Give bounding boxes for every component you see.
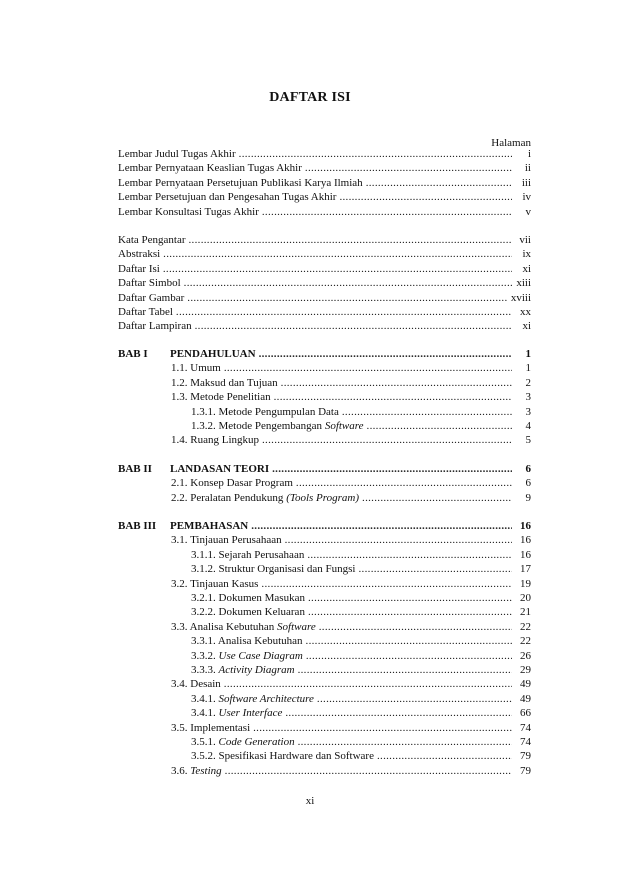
dot-leader xyxy=(359,562,513,576)
dot-leader xyxy=(274,390,512,404)
dot-leader xyxy=(298,735,512,749)
entry-page: xviii xyxy=(510,291,531,304)
entry-text: Peralatan Pendukung xyxy=(190,491,287,504)
dot-leader xyxy=(317,692,512,706)
entry-text: Konsep Dasar Program xyxy=(190,477,293,490)
entry-number: 1.4. xyxy=(171,434,188,447)
entry-label xyxy=(118,347,256,361)
entry-label xyxy=(191,706,282,720)
entry-page: 2 xyxy=(525,376,531,389)
entry-text: Sejarah Perusahaan xyxy=(218,548,305,561)
entry-number: 3.1.1. xyxy=(191,548,216,561)
entry-number: 1.3. xyxy=(171,391,188,404)
entry-label xyxy=(191,735,295,749)
entry-label xyxy=(191,405,339,419)
entry-number: 3.2.2. xyxy=(191,606,216,619)
entry-text: Analisa Kebutuhan xyxy=(217,635,303,648)
entry-number: 3.3.2. xyxy=(191,649,216,662)
entry-label xyxy=(118,205,259,219)
toc-entry xyxy=(118,305,531,319)
entry-text: Lembar Pernyataan Persetujuan Publikasi Karya Ilmiah xyxy=(118,176,363,189)
toc-entry xyxy=(171,390,531,404)
entry-label xyxy=(191,663,295,677)
dot-leader xyxy=(225,764,512,778)
dot-leader xyxy=(253,721,512,735)
toc-entry xyxy=(191,649,531,663)
dot-leader xyxy=(377,749,512,763)
entry-number: BAB II xyxy=(118,463,152,475)
entry-text: Abstraksi xyxy=(118,248,161,261)
toc-entry xyxy=(118,291,531,305)
entry-label xyxy=(171,390,271,404)
entry-page: 20 xyxy=(520,592,531,604)
entry-page: 29 xyxy=(520,664,531,676)
entry-text-italic: Testing xyxy=(190,764,222,777)
entry-label xyxy=(118,176,363,190)
toc-entry xyxy=(118,190,531,204)
entry-text: Umum xyxy=(190,362,221,375)
entry-text: Tinjauan Perusahaan xyxy=(190,534,282,547)
entry-page: xi xyxy=(522,320,531,333)
entry-label xyxy=(191,692,314,706)
entry-label xyxy=(191,649,303,663)
page-number: xi xyxy=(305,795,315,807)
entry-text: Daftar Tabel xyxy=(118,306,173,318)
dot-leader xyxy=(189,233,513,247)
entry-number: 3.2.1. xyxy=(191,592,216,604)
entry-label xyxy=(171,677,221,691)
entry-page: vii xyxy=(519,234,531,246)
entry-number: 3.6. xyxy=(171,764,188,777)
entry-page: 6 xyxy=(525,463,531,475)
entry-label xyxy=(171,433,259,447)
dot-leader xyxy=(195,319,512,333)
entry-label xyxy=(118,462,269,476)
entry-number: 3.4.1. xyxy=(191,692,216,705)
entry-text-italic: Use Case Diagram xyxy=(218,649,303,662)
entry-number: 3.4.1. xyxy=(191,707,216,720)
toc-entry xyxy=(171,764,531,778)
entry-page: ii xyxy=(524,162,531,175)
entry-label xyxy=(171,376,278,390)
entry-text-italic: (Tools Program) xyxy=(286,491,360,504)
dot-leader xyxy=(362,491,512,505)
entry-label xyxy=(171,620,316,634)
entry-label xyxy=(191,749,374,763)
dot-leader xyxy=(239,147,512,161)
dot-leader xyxy=(305,161,512,175)
toc-entry xyxy=(191,419,531,433)
dot-leader xyxy=(262,433,512,447)
toc-entry xyxy=(191,663,531,677)
entry-page: 16 xyxy=(520,520,531,532)
dot-leader xyxy=(262,205,512,219)
entry-page: 1 xyxy=(525,348,531,360)
dot-leader xyxy=(184,276,512,290)
entry-label xyxy=(191,634,303,648)
entry-text: Metode Pengembangan xyxy=(218,420,325,432)
entry-page: i xyxy=(527,148,531,160)
dot-leader xyxy=(272,462,512,476)
dot-leader xyxy=(307,548,512,562)
dot-leader xyxy=(367,419,512,433)
entry-text: Lembar Konsultasi Tugas Akhir xyxy=(118,205,259,218)
entry-page: xi xyxy=(522,262,531,275)
entry-label xyxy=(171,361,221,375)
entry-text: Dokumen Masukan xyxy=(218,592,305,604)
toc-entry xyxy=(118,147,531,161)
entry-label xyxy=(171,764,222,778)
toc-entry xyxy=(191,591,531,605)
dot-leader xyxy=(224,677,512,691)
entry-text: Lembar Pernyataan Keaslian Tugas Akhir xyxy=(118,162,302,175)
entry-number: 3.3. xyxy=(171,620,188,633)
entry-text-italic: Code Generation xyxy=(218,736,295,748)
entry-label xyxy=(191,591,305,605)
entry-number: 3.5.1. xyxy=(191,736,216,748)
toc-entry xyxy=(171,491,531,505)
entry-number: 3.2. xyxy=(171,577,188,590)
entry-text-italic: Software Architecture xyxy=(218,692,314,705)
entry-number: BAB III xyxy=(118,520,157,532)
entry-number: 3.3.3. xyxy=(191,664,216,676)
entry-label xyxy=(118,262,160,276)
entry-page: 79 xyxy=(520,764,531,777)
entry-page: 22 xyxy=(520,620,531,633)
dot-leader xyxy=(224,361,512,375)
entry-page: ix xyxy=(522,248,531,261)
entry-page: 26 xyxy=(520,649,531,662)
entry-number: BAB I xyxy=(118,348,148,360)
toc-entry xyxy=(118,176,531,190)
entry-number: 2.1. xyxy=(171,477,188,490)
toc-entry xyxy=(191,548,531,562)
entry-number: 1.2. xyxy=(171,376,188,389)
toc-entry xyxy=(191,605,531,619)
toc-entry xyxy=(118,262,531,276)
entry-label xyxy=(171,721,250,735)
entry-label xyxy=(191,562,356,576)
entry-label xyxy=(118,291,184,305)
entry-label xyxy=(191,548,304,562)
toc-entry xyxy=(118,233,531,247)
entry-text: Daftar Lampiran xyxy=(118,320,192,333)
entry-text: Lembar Persetujuan dan Pengesahan Tugas Akhir xyxy=(118,191,337,204)
entry-label xyxy=(118,276,181,290)
entry-text: Tinjauan Kasus xyxy=(190,577,259,590)
dot-leader xyxy=(308,591,512,605)
toc-entry xyxy=(118,276,531,290)
entry-page: 5 xyxy=(525,434,531,447)
entry-page: 74 xyxy=(520,736,531,748)
toc-entry xyxy=(118,205,531,219)
entry-page: 49 xyxy=(520,678,531,691)
entry-number: 3.5.2. xyxy=(191,750,216,763)
entry-page: 74 xyxy=(520,721,531,734)
entry-text: Dokumen Keluaran xyxy=(218,606,305,619)
entry-label xyxy=(118,147,236,161)
toc-entry xyxy=(171,677,531,691)
entry-text: Struktur Organisasi dan Fungsi xyxy=(218,563,356,576)
toc-entry xyxy=(118,319,531,333)
toc-entry xyxy=(171,361,531,375)
halaman-label: Halaman xyxy=(491,137,531,149)
toc-entry xyxy=(171,620,531,634)
dot-leader xyxy=(342,405,512,419)
toc-entry xyxy=(191,562,531,576)
entry-label xyxy=(118,190,336,204)
dot-leader xyxy=(285,706,512,720)
toc-entry xyxy=(191,749,531,763)
entry-text: Metode Pengumpulan Data xyxy=(218,405,339,418)
entry-page: 21 xyxy=(520,606,531,619)
entry-text: Lembar Judul Tugas Akhir xyxy=(118,148,236,160)
entry-label xyxy=(118,319,192,333)
entry-text: Implementasi xyxy=(190,721,251,734)
entry-text: Daftar Simbol xyxy=(118,277,181,290)
toc-entry xyxy=(191,692,531,706)
chapter-heading xyxy=(118,462,531,476)
entry-page: 4 xyxy=(525,420,531,432)
entry-text-italic: User Interface xyxy=(218,707,283,720)
page-title: DAFTAR ISI xyxy=(269,90,351,105)
entry-page: 19 xyxy=(520,577,531,590)
dot-leader xyxy=(308,605,512,619)
entry-label xyxy=(171,476,293,490)
dot-leader xyxy=(176,305,512,319)
entry-label xyxy=(118,519,248,533)
entry-page: 22 xyxy=(520,635,531,648)
dot-leader xyxy=(339,190,512,204)
toc-entry xyxy=(171,376,531,390)
dot-leader xyxy=(306,649,512,663)
entry-number: 1.1. xyxy=(171,362,188,375)
entry-page: 16 xyxy=(520,534,531,547)
entry-label xyxy=(171,577,258,591)
toc-entry xyxy=(171,476,531,490)
entry-label xyxy=(118,233,186,247)
entry-text: Analisa Kebutuhan xyxy=(189,620,278,633)
dot-leader xyxy=(298,663,512,677)
entry-text: Maksud dan Tujuan xyxy=(190,376,278,389)
dot-leader xyxy=(285,533,512,547)
dot-leader xyxy=(281,376,512,390)
entry-text: LANDASAN TEORI xyxy=(170,463,270,475)
entry-text-italic: Activity Diagram xyxy=(218,664,295,676)
entry-page: 49 xyxy=(520,692,531,705)
entry-text-italic: Software xyxy=(324,420,364,432)
dot-leader xyxy=(366,176,512,190)
toc-entry xyxy=(191,706,531,720)
entry-page: 1 xyxy=(525,362,531,375)
entry-page: 9 xyxy=(525,491,531,504)
dot-leader xyxy=(306,634,512,648)
entry-page: 66 xyxy=(520,707,531,720)
entry-text: PENDAHULUAN xyxy=(170,348,256,360)
entry-text: Kata Pengantar xyxy=(118,234,186,246)
dot-leader xyxy=(163,247,512,261)
entry-number: 1.3.1. xyxy=(191,405,216,418)
toc-entry xyxy=(118,247,531,261)
dot-leader xyxy=(319,620,512,634)
toc-entry xyxy=(191,634,531,648)
entry-number: 1.3.2. xyxy=(191,420,216,432)
entry-label xyxy=(118,161,302,175)
toc-entry xyxy=(191,405,531,419)
chapter-heading xyxy=(118,519,531,533)
dot-leader xyxy=(261,577,512,591)
entry-label xyxy=(191,419,364,433)
entry-page: 17 xyxy=(520,563,531,576)
entry-text-italic: Software xyxy=(277,620,316,633)
entry-label xyxy=(118,247,160,261)
entry-page: 3 xyxy=(525,405,531,418)
entry-page: iii xyxy=(521,176,531,189)
dot-leader xyxy=(251,519,512,533)
entry-page: 79 xyxy=(520,750,531,763)
entry-page: 16 xyxy=(520,548,531,561)
toc-entry xyxy=(171,533,531,547)
chapter-heading xyxy=(118,347,531,361)
entry-number: 3.4. xyxy=(171,678,188,691)
dot-leader xyxy=(187,291,508,305)
entry-label xyxy=(171,491,359,505)
entry-number: 3.3.1. xyxy=(191,635,216,648)
dot-leader xyxy=(259,347,512,361)
entry-page: v xyxy=(525,205,531,218)
entry-number: 3.5. xyxy=(171,721,188,734)
toc-entry xyxy=(171,433,531,447)
toc-entry xyxy=(171,721,531,735)
entry-text: PEMBAHASAN xyxy=(170,520,249,532)
dot-leader xyxy=(163,262,512,276)
entry-text: Metode Penelitian xyxy=(190,391,271,404)
entry-text: Desain xyxy=(190,678,221,691)
entry-page: iv xyxy=(522,191,531,204)
entry-number: 3.1.2. xyxy=(191,563,216,576)
toc-entry xyxy=(171,577,531,591)
entry-label xyxy=(118,305,173,319)
entry-text: Daftar Isi xyxy=(118,262,160,275)
entry-number: 3.1. xyxy=(171,534,188,547)
dot-leader xyxy=(296,476,512,490)
entry-page: xx xyxy=(520,306,531,318)
toc-entry xyxy=(191,735,531,749)
entry-text: Ruang Lingkup xyxy=(190,434,259,447)
entry-label xyxy=(171,533,282,547)
entry-text: Spesifikasi Hardware dan Software xyxy=(218,750,374,763)
entry-page: 3 xyxy=(525,391,531,404)
entry-number: 2.2. xyxy=(171,491,188,504)
entry-label xyxy=(191,605,305,619)
toc-entry xyxy=(118,161,531,175)
entry-page: 6 xyxy=(525,477,531,490)
entry-text: Daftar Gambar xyxy=(118,291,185,304)
entry-page: xiii xyxy=(516,277,531,290)
